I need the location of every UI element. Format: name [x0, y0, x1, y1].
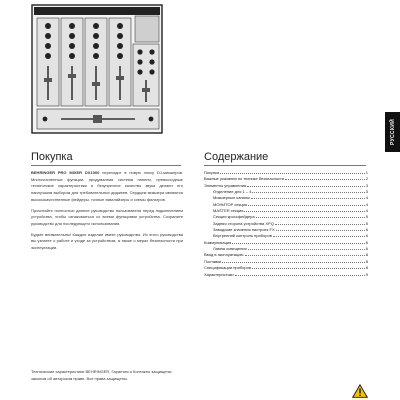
intro-paragraph: Прочитайте полностью данное руководство пользователя перед подключением устройства, чтобы ознакомиться со всеми функциями устройства. Сохраните руководство для последующего использования. — [31, 207, 183, 226]
toc-subentry[interactable]: Внутренний контроль приборов 6 — [213, 233, 368, 239]
section-heading-purchase: Покупка — [31, 151, 181, 166]
language-tab-label: РУССКИЙ — [389, 119, 396, 145]
section-heading-contents: Содержание — [204, 151, 366, 166]
toc-subentry[interactable]: Секция кроссфейдера 5 — [213, 214, 368, 220]
trademark-note: Технические характеристики BEHRINGER, Гарантия и Контакты защищены законом об авторском праве. Все права защищены. — [31, 369, 172, 381]
toc-entry[interactable]: Покупка 1 — [204, 170, 368, 175]
toc-subentry[interactable]: Лампа освещения 6 — [213, 246, 368, 252]
toc-entry[interactable]: Элементы управления 3 — [204, 182, 368, 188]
toc-entry[interactable]: Поставки 8 — [204, 258, 368, 264]
toc-entry[interactable]: Характеристики 9 — [204, 271, 368, 277]
intro-paragraph: Будьте внимательны! Каждое изделие имеет руководство. Из этого руководства вы узнаете о работе и уходе за устройством, а также о мерах безопасности при эксплуатации. — [31, 231, 183, 251]
toc-subentry[interactable]: Заводские значения настроек FX 6 — [213, 227, 368, 233]
toc-subentry[interactable]: Отделение для 1 – 4 3 — [213, 189, 368, 195]
intro-text — [31, 170, 183, 256]
toc-subentry[interactable]: Микшерные каналы 4 — [213, 195, 368, 201]
mixer-illustration — [31, 4, 163, 134]
table-of-contents — [204, 170, 368, 278]
toc-entry[interactable]: Спецификации приборов 8 — [204, 265, 368, 271]
language-tab[interactable] — [385, 112, 400, 152]
toc-subentry[interactable]: MASTER секция 4 — [213, 208, 368, 214]
warning-icon — [352, 384, 368, 398]
toc-entry[interactable]: Важные указания по технике безопасности 2 — [204, 176, 368, 182]
intro-paragraph: BEHRINGER PRO MIXER DX1000 переходит в новую эпоху DJ-микшеров. Многочисленные функции, продуманная система панели, превосходные технические характеристики и безупречное качество звука делают его наилучшим выбором для требовательных диджеев. Сердцем микшера являются высококачественные фейдеры, точные эквалайзеры и схемы фильтров. — [31, 170, 183, 202]
toc-subentry[interactable]: МОНИТОР секция 4 — [213, 201, 368, 207]
toc-entry[interactable]: Коммуникация 6 — [204, 239, 368, 245]
toc-entry[interactable]: Ввод в эксплуатацию 8 — [204, 252, 368, 258]
toc-subentry[interactable]: Задняя сторона устройства XPQ 5 — [213, 220, 368, 226]
brand-name: BEHRINGER PRO MIXER DX1000 — [31, 170, 100, 175]
